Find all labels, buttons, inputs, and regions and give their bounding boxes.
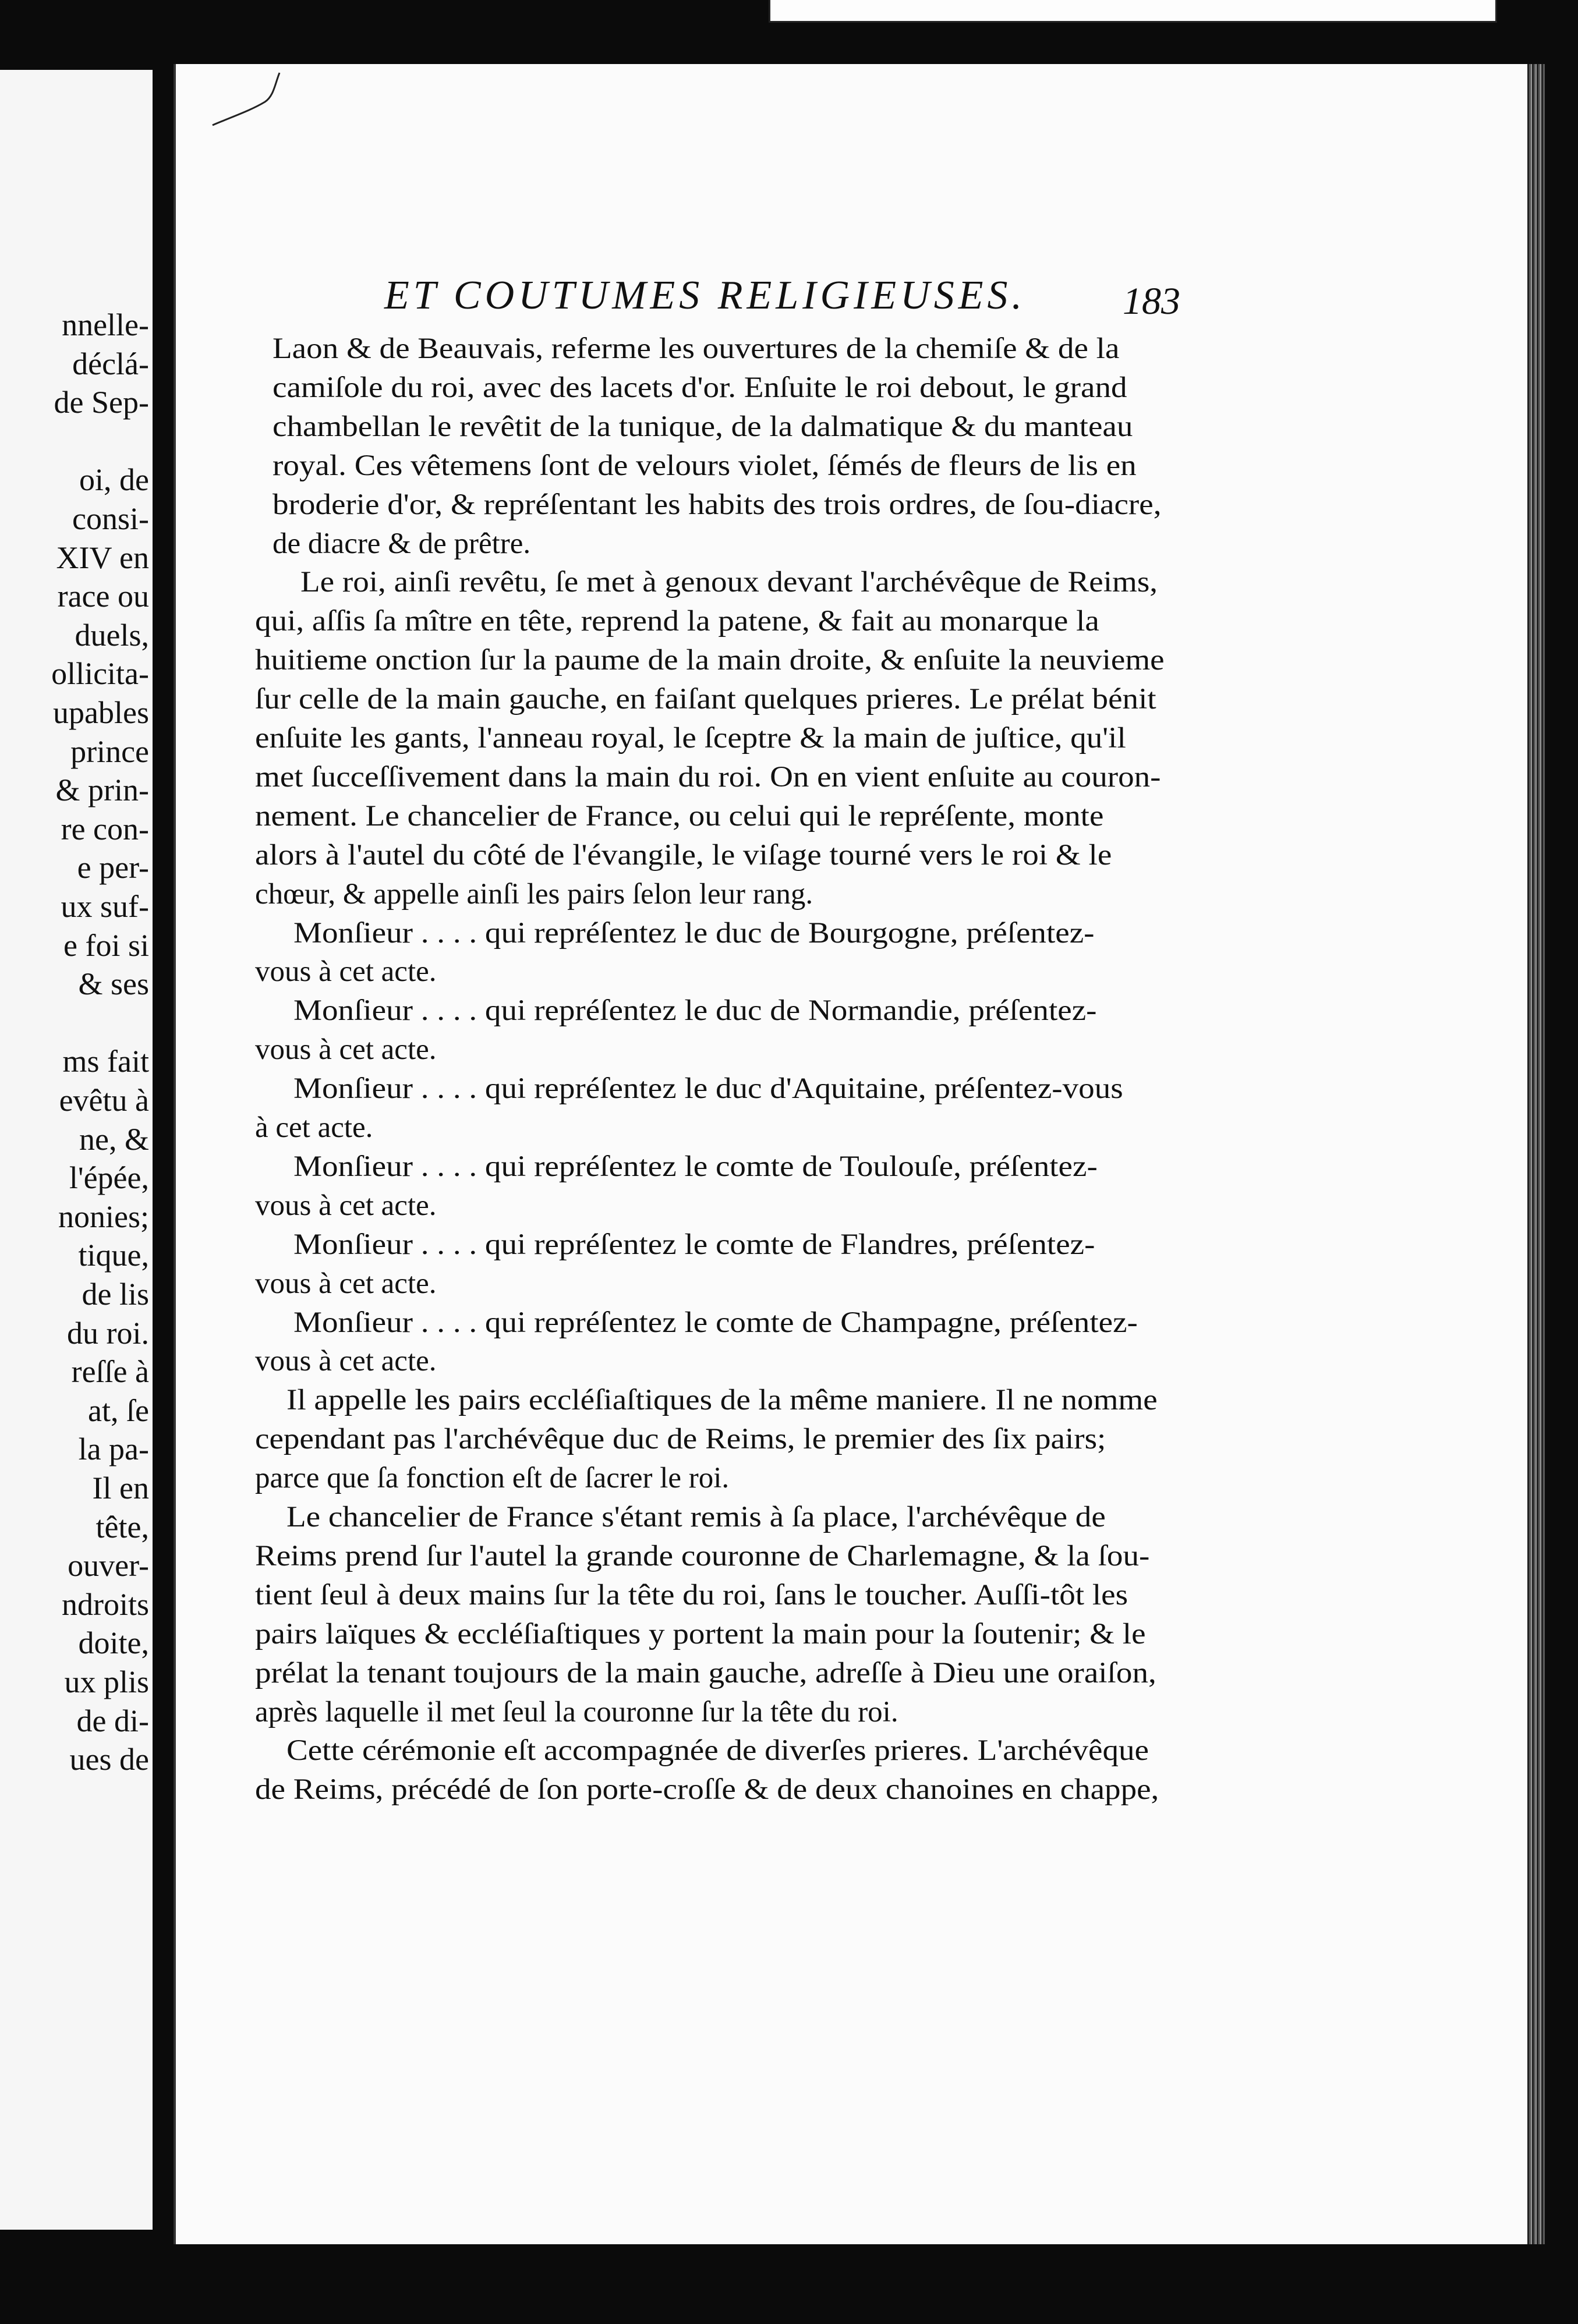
fragment-line: ndroits <box>61 1586 149 1622</box>
fragment-line: de di- <box>76 1703 149 1738</box>
fragment-line: & ses <box>78 966 149 1002</box>
text-line: Monſieur . . . . qui repréſentez le comte de Toulouſe, préſentez- <box>293 1150 1098 1183</box>
text-line: cependant pas l'archévêque duc de Reims, le premier des ſix pairs; <box>255 1423 1106 1456</box>
fragment-line: at, ſe <box>88 1393 149 1428</box>
text-line: huitieme onction ſur la paume de la main droite, & enſuite la neuvieme <box>255 644 1165 677</box>
facing-page-fragment <box>0 70 153 2230</box>
fragment-line: prince <box>70 734 149 769</box>
text-line: Monſieur . . . . qui repréſentez le comte de Flandres, préſentez- <box>293 1228 1095 1261</box>
text-line: enſuite les gants, l'anneau royal, le ſceptre & la main de juſtice, qu'il <box>255 722 1126 754</box>
fragment-line: ne, & <box>79 1121 149 1157</box>
text-line: Monſieur . . . . qui repréſentez le duc d'Aquitaine, préſentez-vous <box>293 1072 1123 1106</box>
text-line: vous à cet acte. <box>255 1189 437 1222</box>
text-line: Le roi, ainſi revêtu, ſe met à genoux devant l'archévêque de Reims, <box>300 566 1158 599</box>
fragment-line: nonies; <box>58 1199 149 1234</box>
text-line: de Reims, précédé de ſon porte-croſſe & de deux chanoines en chappe, <box>255 1773 1159 1806</box>
fragment-line: ouver- <box>68 1548 149 1583</box>
fragment-line: de lis <box>82 1277 149 1312</box>
text-line: Cette cérémonie eſt accompagnée de diverſes prieres. L'archévêque <box>286 1734 1149 1767</box>
text-line: ſur celle de la main gauche, en faiſant quelques prieres. Le prélat bénit <box>255 683 1156 716</box>
fragment-line: oi, de <box>79 462 149 498</box>
fragment-line: tête, <box>95 1509 149 1544</box>
page-edge <box>1527 64 1545 2244</box>
fragment-line: du roi. <box>67 1315 149 1351</box>
text-line: Le chancelier de France s'étant remis à ſa place, l'archévêque de <box>286 1501 1106 1533</box>
text-line: Monſieur . . . . qui repréſentez le comte de Champagne, préſentez- <box>293 1306 1138 1339</box>
fragment-line: e per- <box>77 850 149 885</box>
fragment-line: ms fait <box>62 1044 149 1079</box>
fragment-line: consi- <box>72 501 149 536</box>
fragment-line: tique, <box>78 1238 149 1273</box>
fragment-line: doite, <box>78 1625 149 1661</box>
top-paper-strip <box>769 0 1497 23</box>
running-head: ET COUTUMES RELIGIEUSES. <box>384 273 1026 318</box>
fragment-line: ues de <box>69 1742 149 1777</box>
text-line: chambellan le revêtit de la tunique, de la dalmatique & du manteau <box>273 410 1133 443</box>
text-line: vous à cet acte. <box>255 1033 437 1067</box>
text-line: royal. Ces vêtemens ſont de velours violet, ſémés de fleurs de lis en <box>273 449 1137 482</box>
text-line: Monſieur . . . . qui repréſentez le duc de Normandie, préſentez- <box>293 994 1097 1028</box>
text-line: alors à l'autel du côté de l'évangile, le viſage tourné vers le roi & le <box>255 838 1112 872</box>
text-line: Monſieur . . . . qui repréſentez le duc de Bourgogne, préſentez- <box>293 916 1095 950</box>
text-line: nement. Le chancelier de France, ou celui qui le repréſente, monte <box>255 799 1104 832</box>
pen-stroke-mark <box>210 70 285 128</box>
fragment-line: duels, <box>75 617 149 653</box>
text-line: parce que ſa fonction eſt de ſacrer le roi. <box>255 1462 730 1495</box>
text-line: de diacre & de prêtre. <box>273 527 531 560</box>
fragment-line: déclá- <box>72 346 149 381</box>
text-line: met ſucceſſivement dans la main du roi. On en vient enſuite au couron- <box>255 760 1161 793</box>
text-line: pairs laïques & eccléſiaſtiques y portent la main pour la ſoutenir; & le <box>255 1617 1146 1650</box>
fragment-line: XIV en <box>56 540 149 575</box>
fragment-line: Il en <box>92 1471 149 1505</box>
fragment-line: e foi si <box>63 927 149 963</box>
text-line: Laon & de Beauvais, referme les ouvertures de la chemiſe & de la <box>273 332 1120 365</box>
fragment-line: reſſe à <box>71 1354 149 1390</box>
text-line: à cet acte. <box>255 1111 373 1144</box>
fragment-line: upables <box>53 695 149 730</box>
text-line: après laquelle il met ſeul la couronne ſur la tête du roi. <box>255 1695 898 1728</box>
text-line: vous à cet acte. <box>255 1345 437 1378</box>
text-line: camiſole du roi, avec des lacets d'or. Enſuite le roi debout, le grand <box>273 371 1127 404</box>
fragment-line: de Sep- <box>54 385 149 420</box>
fragment-line: & prin- <box>55 773 149 808</box>
text-line: broderie d'or, & repréſentant les habits des trois ordres, de ſou-diacre, <box>273 488 1162 521</box>
fragment-line: ux plis <box>64 1664 149 1699</box>
fragment-line: la pa- <box>78 1432 149 1467</box>
page-number: 183 <box>1123 280 1180 323</box>
fragment-line: ollicita- <box>51 656 149 692</box>
text-line: vous à cet acte. <box>255 955 437 989</box>
fragment-line: l'épée, <box>69 1160 149 1196</box>
text-line: tient ſeul à deux mains ſur la tête du roi, ſans le toucher. Auſſi-tôt les <box>255 1578 1128 1611</box>
fragment-line: race ou <box>57 579 149 614</box>
text-line: Reims prend ſur l'autel la grande couronne de Charlemagne, & la ſou- <box>255 1539 1150 1572</box>
text-line: qui, aſſis ſa mître en tête, reprend la patene, & fait au monarque la <box>255 605 1099 638</box>
fragment-line: re con- <box>61 811 149 846</box>
text-line: chœur, & appelle ainſi les pairs ſelon leur rang. <box>255 877 813 911</box>
fragment-line: nnelle- <box>62 307 149 342</box>
fragment-line: ux suf- <box>61 889 149 924</box>
text-line: vous à cet acte. <box>255 1267 437 1300</box>
fragment-line: evêtu à <box>59 1083 149 1118</box>
text-line: prélat la tenant toujours de la main gauche, adreſſe à Dieu une oraiſon, <box>255 1656 1156 1689</box>
text-line: Il appelle les pairs eccléſiaſtiques de la même maniere. Il ne nomme <box>286 1384 1158 1417</box>
